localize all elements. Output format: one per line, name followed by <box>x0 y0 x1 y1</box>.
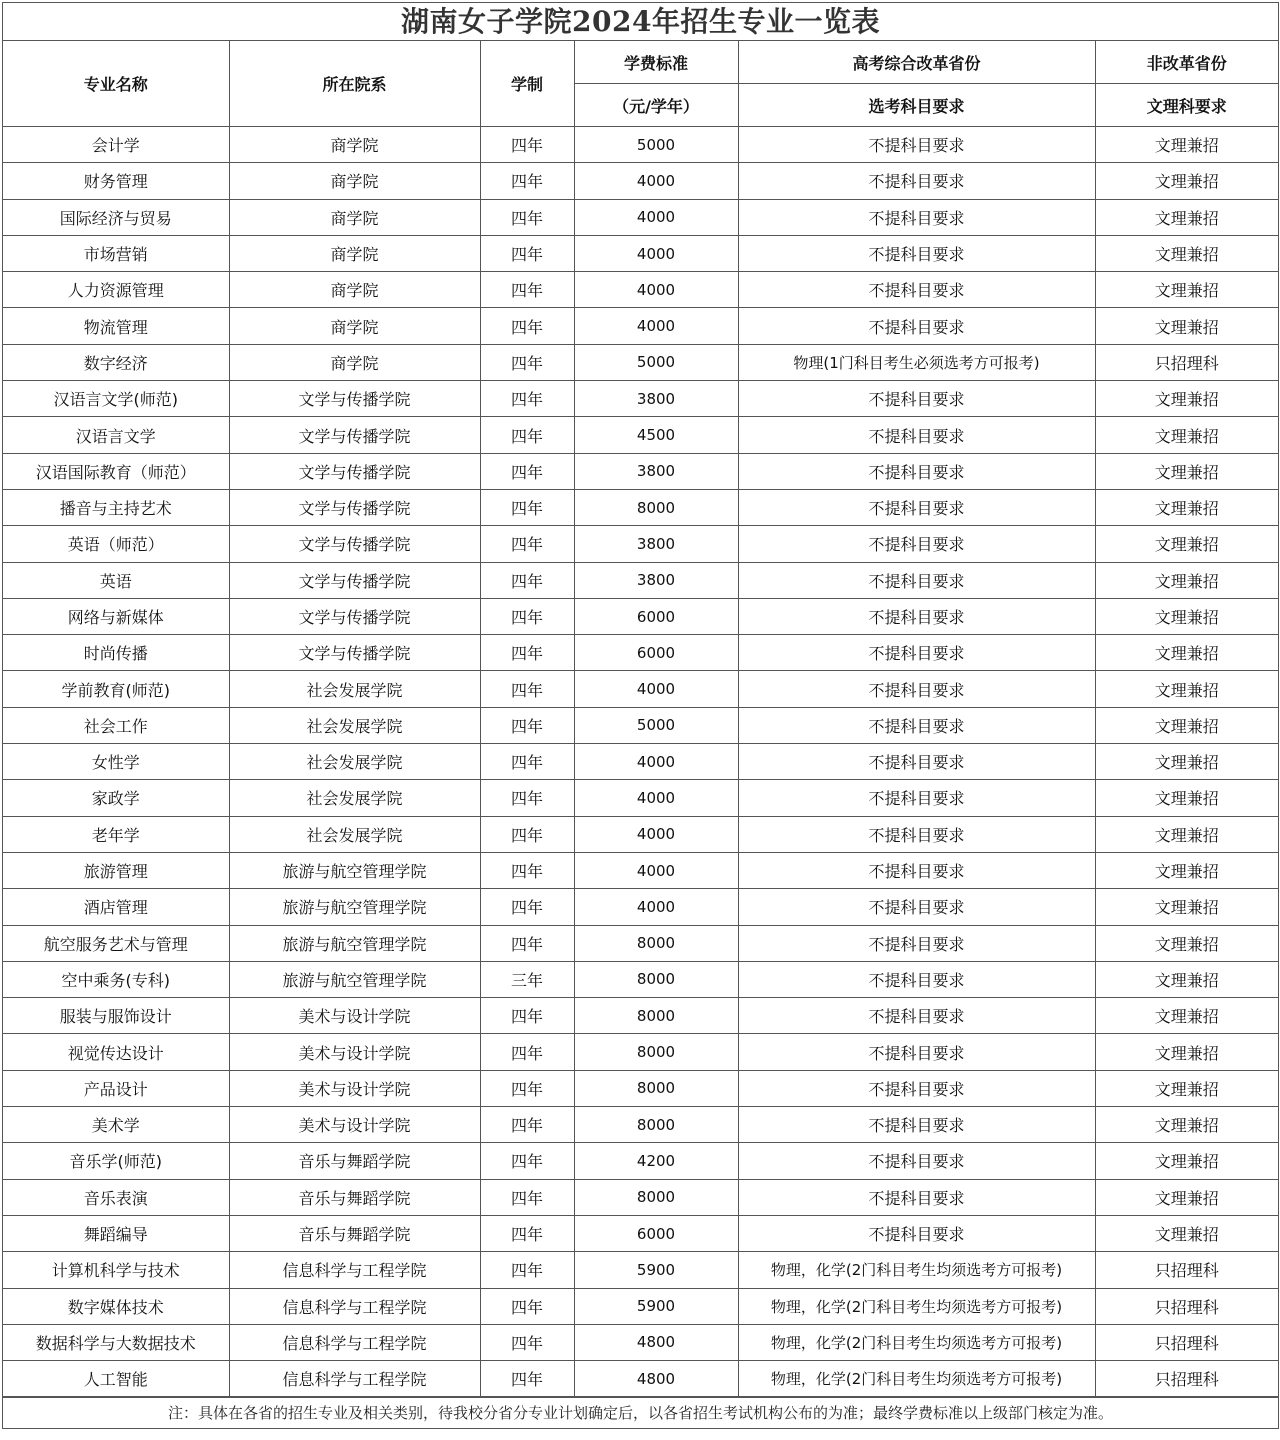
cell-req: 不提科目要求 <box>738 889 1095 925</box>
cell-fee: 8000 <box>574 998 738 1034</box>
cell-track: 只招理科 <box>1095 1361 1278 1397</box>
cell-fee: 4000 <box>574 816 738 852</box>
cell-fee: 8000 <box>574 961 738 997</box>
cell-track: 文理兼招 <box>1095 744 1278 780</box>
cell-fee: 8000 <box>574 1107 738 1143</box>
cell-track: 文理兼招 <box>1095 889 1278 925</box>
cell-years: 四年 <box>480 816 574 852</box>
cell-req: 不提科目要求 <box>738 1179 1095 1215</box>
table-row <box>3 1034 1278 1070</box>
cell-major: 汉语国际教育（师范） <box>3 453 229 489</box>
cell-dept: 文学与传播学院 <box>229 489 480 525</box>
table-row <box>3 1361 1278 1397</box>
table-row <box>3 598 1278 634</box>
cell-years: 四年 <box>480 417 574 453</box>
cell-years: 四年 <box>480 1143 574 1179</box>
cell-dept: 音乐与舞蹈学院 <box>229 1215 480 1251</box>
table-row <box>3 1107 1278 1143</box>
cell-req: 不提科目要求 <box>738 671 1095 707</box>
table-row <box>3 199 1278 235</box>
cell-fee: 8000 <box>574 489 738 525</box>
cell-major: 产品设计 <box>3 1070 229 1106</box>
cell-req: 不提科目要求 <box>738 453 1095 489</box>
cell-major: 服装与服饰设计 <box>3 998 229 1034</box>
cell-track: 文理兼招 <box>1095 1070 1278 1106</box>
cell-fee: 3800 <box>574 526 738 562</box>
cell-years: 四年 <box>480 925 574 961</box>
cell-dept: 社会发展学院 <box>229 780 480 816</box>
cell-fee: 4000 <box>574 744 738 780</box>
table-row <box>3 344 1278 380</box>
header-row <box>3 41 1278 84</box>
cell-fee: 4200 <box>574 1143 738 1179</box>
cell-req: 不提科目要求 <box>738 635 1095 671</box>
cell-track: 文理兼招 <box>1095 925 1278 961</box>
table-row <box>3 744 1278 780</box>
cell-years: 四年 <box>480 707 574 743</box>
cell-req: 物理，化学(2门科目考生均须选考方可报考) <box>738 1324 1095 1360</box>
cell-dept: 文学与传播学院 <box>229 526 480 562</box>
cell-years: 四年 <box>480 199 574 235</box>
cell-req: 物理(1门科目考生必须选考方可报考) <box>738 344 1095 380</box>
table-row <box>3 1252 1278 1288</box>
cell-fee: 4800 <box>574 1361 738 1397</box>
cell-major: 时尚传播 <box>3 635 229 671</box>
cell-req: 物理，化学(2门科目考生均须选考方可报考) <box>738 1288 1095 1324</box>
cell-fee: 6000 <box>574 598 738 634</box>
cell-req: 不提科目要求 <box>738 199 1095 235</box>
cell-track: 文理兼招 <box>1095 417 1278 453</box>
cell-major: 家政学 <box>3 780 229 816</box>
cell-years: 四年 <box>480 562 574 598</box>
cell-dept: 社会发展学院 <box>229 816 480 852</box>
cell-req: 不提科目要求 <box>738 598 1095 634</box>
cell-years: 四年 <box>480 1288 574 1324</box>
cell-req: 物理，化学(2门科目考生均须选考方可报考) <box>738 1252 1095 1288</box>
cell-req: 不提科目要求 <box>738 562 1095 598</box>
table-row <box>3 925 1278 961</box>
table-row <box>3 562 1278 598</box>
cell-dept: 文学与传播学院 <box>229 453 480 489</box>
cell-dept: 信息科学与工程学院 <box>229 1288 480 1324</box>
table-row <box>3 308 1278 344</box>
cell-dept: 文学与传播学院 <box>229 598 480 634</box>
cell-req: 不提科目要求 <box>738 816 1095 852</box>
cell-fee: 4000 <box>574 780 738 816</box>
table-row <box>3 1143 1278 1179</box>
cell-major: 数字经济 <box>3 344 229 380</box>
cell-track: 文理兼招 <box>1095 562 1278 598</box>
cell-major: 老年学 <box>3 816 229 852</box>
cell-track: 文理兼招 <box>1095 163 1278 199</box>
cell-req: 不提科目要求 <box>738 961 1095 997</box>
cell-major: 计算机科学与技术 <box>3 1252 229 1288</box>
footnote: 注：具体在各省的招生专业及相关类别，待我校分省分专业计划确定后，以各省招生考试机构公布的为准；最终学费标准以上级部门核定为准。 <box>3 1397 1278 1428</box>
cell-req: 不提科目要求 <box>738 381 1095 417</box>
table-row <box>3 780 1278 816</box>
cell-years: 四年 <box>480 272 574 308</box>
cell-track: 文理兼招 <box>1095 272 1278 308</box>
header-major: 专业名称 <box>3 41 229 127</box>
table-row <box>3 127 1278 163</box>
cell-track: 文理兼招 <box>1095 598 1278 634</box>
cell-track: 文理兼招 <box>1095 1143 1278 1179</box>
cell-track: 文理兼招 <box>1095 961 1278 997</box>
table-row <box>3 381 1278 417</box>
cell-dept: 商学院 <box>229 127 480 163</box>
cell-dept: 商学院 <box>229 199 480 235</box>
cell-track: 文理兼招 <box>1095 127 1278 163</box>
table-row <box>3 526 1278 562</box>
header-reform-sub: 选考科目要求 <box>738 84 1095 127</box>
cell-years: 四年 <box>480 1324 574 1360</box>
cell-years: 四年 <box>480 1215 574 1251</box>
table-row <box>3 852 1278 888</box>
cell-years: 四年 <box>480 780 574 816</box>
cell-req: 不提科目要求 <box>738 163 1095 199</box>
cell-dept: 美术与设计学院 <box>229 1034 480 1070</box>
cell-req: 不提科目要求 <box>738 707 1095 743</box>
cell-major: 人工智能 <box>3 1361 229 1397</box>
cell-years: 四年 <box>480 1070 574 1106</box>
cell-dept: 商学院 <box>229 308 480 344</box>
cell-years: 四年 <box>480 852 574 888</box>
cell-years: 四年 <box>480 1107 574 1143</box>
cell-years: 四年 <box>480 744 574 780</box>
cell-dept: 商学院 <box>229 163 480 199</box>
cell-track: 文理兼招 <box>1095 1107 1278 1143</box>
cell-fee: 8000 <box>574 925 738 961</box>
cell-req: 不提科目要求 <box>738 1215 1095 1251</box>
cell-fee: 4000 <box>574 308 738 344</box>
cell-req: 不提科目要求 <box>738 1070 1095 1106</box>
cell-years: 四年 <box>480 1034 574 1070</box>
cell-dept: 信息科学与工程学院 <box>229 1361 480 1397</box>
header-nonreform: 非改革省份 <box>1095 41 1278 84</box>
cell-fee: 3800 <box>574 453 738 489</box>
table-body <box>3 127 1278 1397</box>
cell-years: 四年 <box>480 1179 574 1215</box>
page-title: 湖南女子学院2024年招生专业一览表 <box>3 3 1278 41</box>
cell-dept: 信息科学与工程学院 <box>229 1252 480 1288</box>
cell-major: 会计学 <box>3 127 229 163</box>
cell-fee: 4000 <box>574 852 738 888</box>
cell-fee: 3800 <box>574 562 738 598</box>
cell-dept: 美术与设计学院 <box>229 1070 480 1106</box>
cell-req: 不提科目要求 <box>738 526 1095 562</box>
cell-fee: 6000 <box>574 1215 738 1251</box>
cell-req: 不提科目要求 <box>738 744 1095 780</box>
cell-req: 不提科目要求 <box>738 998 1095 1034</box>
cell-dept: 商学院 <box>229 235 480 271</box>
cell-dept: 文学与传播学院 <box>229 562 480 598</box>
cell-fee: 4500 <box>574 417 738 453</box>
cell-years: 四年 <box>480 1252 574 1288</box>
table-row <box>3 1288 1278 1324</box>
cell-fee: 3800 <box>574 381 738 417</box>
table-row <box>3 453 1278 489</box>
cell-track: 只招理科 <box>1095 1324 1278 1360</box>
cell-track: 只招理科 <box>1095 1288 1278 1324</box>
cell-dept: 旅游与航空管理学院 <box>229 889 480 925</box>
cell-years: 四年 <box>480 308 574 344</box>
cell-req: 不提科目要求 <box>738 1034 1095 1070</box>
cell-dept: 美术与设计学院 <box>229 1107 480 1143</box>
cell-dept: 文学与传播学院 <box>229 417 480 453</box>
cell-years: 四年 <box>480 635 574 671</box>
table-row <box>3 998 1278 1034</box>
cell-major: 数据科学与大数据技术 <box>3 1324 229 1360</box>
cell-years: 四年 <box>480 889 574 925</box>
table-row <box>3 235 1278 271</box>
cell-dept: 旅游与航空管理学院 <box>229 852 480 888</box>
cell-track: 文理兼招 <box>1095 199 1278 235</box>
majors-table <box>3 41 1278 1397</box>
cell-fee: 8000 <box>574 1034 738 1070</box>
table-row <box>3 671 1278 707</box>
cell-years: 四年 <box>480 998 574 1034</box>
table-row <box>3 961 1278 997</box>
cell-req: 不提科目要求 <box>738 272 1095 308</box>
cell-track: 文理兼招 <box>1095 381 1278 417</box>
table-row <box>3 1179 1278 1215</box>
table-row <box>3 417 1278 453</box>
cell-track: 文理兼招 <box>1095 780 1278 816</box>
cell-years: 四年 <box>480 1361 574 1397</box>
table-row <box>3 489 1278 525</box>
cell-years: 四年 <box>480 489 574 525</box>
cell-dept: 音乐与舞蹈学院 <box>229 1143 480 1179</box>
cell-track: 文理兼招 <box>1095 453 1278 489</box>
cell-track: 文理兼招 <box>1095 816 1278 852</box>
cell-dept: 音乐与舞蹈学院 <box>229 1179 480 1215</box>
cell-fee: 4000 <box>574 671 738 707</box>
cell-fee: 5900 <box>574 1252 738 1288</box>
cell-fee: 5900 <box>574 1288 738 1324</box>
cell-dept: 社会发展学院 <box>229 744 480 780</box>
cell-dept: 社会发展学院 <box>229 671 480 707</box>
header-fee: 学费标准 <box>574 41 738 84</box>
cell-dept: 商学院 <box>229 272 480 308</box>
cell-years: 四年 <box>480 598 574 634</box>
cell-major: 人力资源管理 <box>3 272 229 308</box>
cell-track: 文理兼招 <box>1095 235 1278 271</box>
table-row <box>3 889 1278 925</box>
cell-req: 不提科目要求 <box>738 417 1095 453</box>
header-years: 学制 <box>480 41 574 127</box>
cell-major: 汉语言文学 <box>3 417 229 453</box>
cell-track: 文理兼招 <box>1095 489 1278 525</box>
cell-major: 国际经济与贸易 <box>3 199 229 235</box>
header-fee-unit: （元/学年） <box>574 84 738 127</box>
cell-track: 文理兼招 <box>1095 1179 1278 1215</box>
table-row <box>3 635 1278 671</box>
cell-req: 不提科目要求 <box>738 852 1095 888</box>
cell-major: 空中乘务(专科) <box>3 961 229 997</box>
table-row <box>3 1215 1278 1251</box>
cell-dept: 信息科学与工程学院 <box>229 1324 480 1360</box>
cell-fee: 5000 <box>574 127 738 163</box>
cell-track: 文理兼招 <box>1095 1215 1278 1251</box>
cell-major: 学前教育(师范) <box>3 671 229 707</box>
cell-major: 网络与新媒体 <box>3 598 229 634</box>
table-row <box>3 1324 1278 1360</box>
cell-req: 不提科目要求 <box>738 308 1095 344</box>
cell-fee: 8000 <box>574 1179 738 1215</box>
cell-track: 只招理科 <box>1095 1252 1278 1288</box>
cell-track: 文理兼招 <box>1095 308 1278 344</box>
cell-dept: 旅游与航空管理学院 <box>229 925 480 961</box>
cell-major: 播音与主持艺术 <box>3 489 229 525</box>
cell-major: 数字媒体技术 <box>3 1288 229 1324</box>
cell-major: 女性学 <box>3 744 229 780</box>
cell-track: 文理兼招 <box>1095 998 1278 1034</box>
cell-major: 酒店管理 <box>3 889 229 925</box>
cell-fee: 4000 <box>574 889 738 925</box>
cell-major: 美术学 <box>3 1107 229 1143</box>
cell-req: 物理，化学(2门科目考生均须选考方可报考) <box>738 1361 1095 1397</box>
cell-major: 英语 <box>3 562 229 598</box>
cell-track: 文理兼招 <box>1095 707 1278 743</box>
cell-fee: 5000 <box>574 344 738 380</box>
cell-req: 不提科目要求 <box>738 1107 1095 1143</box>
cell-req: 不提科目要求 <box>738 1143 1095 1179</box>
cell-major: 汉语言文学(师范) <box>3 381 229 417</box>
cell-major: 旅游管理 <box>3 852 229 888</box>
cell-fee: 4000 <box>574 199 738 235</box>
cell-dept: 社会发展学院 <box>229 707 480 743</box>
header-reform: 高考综合改革省份 <box>738 41 1095 84</box>
cell-dept: 文学与传播学院 <box>229 635 480 671</box>
cell-track: 文理兼招 <box>1095 635 1278 671</box>
cell-track: 文理兼招 <box>1095 671 1278 707</box>
cell-major: 舞蹈编导 <box>3 1215 229 1251</box>
table-row <box>3 1070 1278 1106</box>
cell-years: 四年 <box>480 344 574 380</box>
cell-major: 物流管理 <box>3 308 229 344</box>
header-nonreform-sub: 文理科要求 <box>1095 84 1278 127</box>
table-row <box>3 707 1278 743</box>
cell-major: 航空服务艺术与管理 <box>3 925 229 961</box>
cell-years: 四年 <box>480 163 574 199</box>
admissions-sheet <box>2 2 1279 1429</box>
table-row <box>3 272 1278 308</box>
cell-years: 四年 <box>480 526 574 562</box>
cell-fee: 5000 <box>574 707 738 743</box>
cell-years: 四年 <box>480 381 574 417</box>
cell-years: 四年 <box>480 453 574 489</box>
table-row <box>3 163 1278 199</box>
cell-fee: 8000 <box>574 1070 738 1106</box>
cell-major: 市场营销 <box>3 235 229 271</box>
cell-track: 只招理科 <box>1095 344 1278 380</box>
cell-major: 视觉传达设计 <box>3 1034 229 1070</box>
cell-req: 不提科目要求 <box>738 925 1095 961</box>
cell-major: 音乐学(师范) <box>3 1143 229 1179</box>
cell-dept: 旅游与航空管理学院 <box>229 961 480 997</box>
cell-major: 音乐表演 <box>3 1179 229 1215</box>
cell-major: 英语（师范） <box>3 526 229 562</box>
cell-req: 不提科目要求 <box>738 780 1095 816</box>
cell-years: 四年 <box>480 127 574 163</box>
cell-req: 不提科目要求 <box>738 489 1095 525</box>
cell-years: 四年 <box>480 235 574 271</box>
cell-years: 四年 <box>480 671 574 707</box>
cell-fee: 4000 <box>574 163 738 199</box>
cell-years: 三年 <box>480 961 574 997</box>
cell-track: 文理兼招 <box>1095 526 1278 562</box>
cell-dept: 美术与设计学院 <box>229 998 480 1034</box>
cell-fee: 6000 <box>574 635 738 671</box>
cell-major: 财务管理 <box>3 163 229 199</box>
cell-req: 不提科目要求 <box>738 235 1095 271</box>
cell-fee: 4000 <box>574 272 738 308</box>
cell-fee: 4800 <box>574 1324 738 1360</box>
cell-dept: 文学与传播学院 <box>229 381 480 417</box>
table-row <box>3 816 1278 852</box>
header-dept: 所在院系 <box>229 41 480 127</box>
cell-major: 社会工作 <box>3 707 229 743</box>
cell-track: 文理兼招 <box>1095 852 1278 888</box>
cell-fee: 4000 <box>574 235 738 271</box>
cell-dept: 商学院 <box>229 344 480 380</box>
cell-req: 不提科目要求 <box>738 127 1095 163</box>
cell-track: 文理兼招 <box>1095 1034 1278 1070</box>
